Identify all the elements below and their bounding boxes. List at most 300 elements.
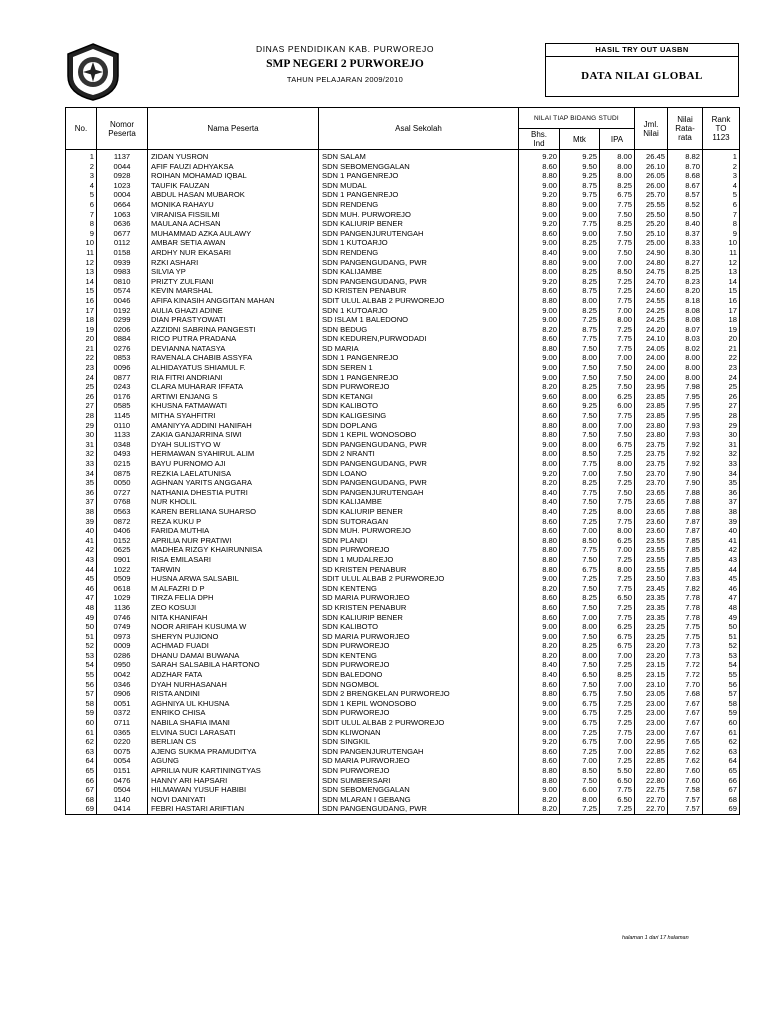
cell-school: SDN 1 KUTOARJO [319, 306, 519, 316]
cell-no: 34 [66, 469, 97, 479]
cell-name: KAREN BERLIANA SUHARSO [148, 507, 319, 517]
cell-school: SDN BALEDONO [319, 670, 519, 680]
cell-name: AFIFA KINASIH ANGGITAN MAHAN [148, 296, 319, 306]
cell-math: 8.00 [560, 353, 600, 363]
cell-name: NITA KHANIFAH [148, 613, 319, 623]
table-row [66, 248, 740, 258]
table-row [66, 219, 740, 229]
cell-average: 8.00 [668, 363, 703, 373]
cell-total: 26.45 [635, 150, 668, 162]
cell-average: 7.87 [668, 526, 703, 536]
table-row [66, 469, 740, 479]
table-row [66, 574, 740, 584]
scores-table [65, 107, 740, 815]
table-row [66, 449, 740, 459]
cell-name: SILVIA YP [148, 267, 319, 277]
cell-no: 53 [66, 651, 97, 661]
cell-school: SDN PANGENGUDANG, PWR [319, 804, 519, 814]
cell-school: SDN 1 PANGENREJO [319, 353, 519, 363]
cell-indonesian: 8.00 [519, 449, 560, 459]
table-row [66, 392, 740, 402]
table-row [66, 613, 740, 623]
cell-school: SDN 1 KEPIL WONOSOBO [319, 430, 519, 440]
cell-average: 8.20 [668, 286, 703, 296]
cell-participant-number: 0151 [97, 766, 148, 776]
cell-total: 23.70 [635, 478, 668, 488]
cell-no: 14 [66, 277, 97, 287]
cell-science: 7.50 [600, 488, 635, 498]
cell-math: 9.25 [560, 401, 600, 411]
cell-science: 7.25 [600, 277, 635, 287]
cell-name: NATHANIA DHESTIA PUTRI [148, 488, 319, 498]
cell-no: 19 [66, 325, 97, 335]
table-row [66, 632, 740, 642]
cell-total: 25.10 [635, 229, 668, 239]
cell-no: 63 [66, 747, 97, 757]
cell-average: 8.33 [668, 238, 703, 248]
cell-total: 23.00 [635, 699, 668, 709]
cell-indonesian: 8.80 [519, 200, 560, 210]
cell-participant-number: 0215 [97, 459, 148, 469]
table-row [66, 258, 740, 268]
cell-name: FARIDA MUTHIA [148, 526, 319, 536]
table-row [66, 181, 740, 191]
cell-rank: 38 [703, 507, 740, 517]
cell-math: 7.25 [560, 804, 600, 814]
cell-average: 8.57 [668, 190, 703, 200]
cell-rank: 49 [703, 613, 740, 623]
cell-indonesian: 9.00 [519, 718, 560, 728]
cell-science: 6.25 [600, 622, 635, 632]
cell-name: BAYU PURNOMO AJI [148, 459, 319, 469]
table-row [66, 545, 740, 555]
cell-math: 8.00 [560, 421, 600, 431]
cell-name: AMANIYYA ADDINI HANIFAH [148, 421, 319, 431]
cell-average: 7.67 [668, 718, 703, 728]
cell-name: DYAH SULISTYO W [148, 440, 319, 450]
cell-science: 5.50 [600, 766, 635, 776]
cell-participant-number: 1136 [97, 603, 148, 613]
cell-rank: 67 [703, 785, 740, 795]
cell-math: 9.25 [560, 171, 600, 181]
table-row [66, 708, 740, 718]
cell-science: 7.00 [600, 737, 635, 747]
cell-total: 24.25 [635, 306, 668, 316]
cell-science: 7.25 [600, 660, 635, 670]
cell-total: 24.75 [635, 267, 668, 277]
cell-participant-number: 0075 [97, 747, 148, 757]
cell-total: 24.00 [635, 353, 668, 363]
cell-participant-number: 0939 [97, 258, 148, 268]
cell-total: 23.20 [635, 641, 668, 651]
cell-science: 7.00 [600, 421, 635, 431]
cell-science: 8.00 [600, 507, 635, 517]
cell-average: 8.18 [668, 296, 703, 306]
table-row [66, 267, 740, 277]
cell-no: 43 [66, 555, 97, 565]
cell-participant-number: 0950 [97, 660, 148, 670]
cell-rank: 31 [703, 440, 740, 450]
cell-participant-number: 0973 [97, 632, 148, 642]
cell-no: 38 [66, 507, 97, 517]
cell-science: 7.50 [600, 229, 635, 239]
cell-total: 24.55 [635, 296, 668, 306]
cell-math: 8.75 [560, 286, 600, 296]
cell-no: 50 [66, 622, 97, 632]
cell-name: ARDHY NUR EKASARI [148, 248, 319, 258]
cell-no: 49 [66, 613, 97, 623]
cell-indonesian: 8.60 [519, 401, 560, 411]
cell-school: SDN 2 NRANTI [319, 449, 519, 459]
cell-no: 7 [66, 210, 97, 220]
cell-indonesian: 8.60 [519, 747, 560, 757]
cell-total: 24.10 [635, 334, 668, 344]
cell-math: 8.00 [560, 296, 600, 306]
cell-participant-number: 0372 [97, 708, 148, 718]
cell-participant-number: 0414 [97, 804, 148, 814]
cell-name: REZKIA LAELATUNISA [148, 469, 319, 479]
cell-name: NUR KHOLIL [148, 497, 319, 507]
cell-math: 6.75 [560, 708, 600, 718]
cell-name: RISTA ANDINI [148, 689, 319, 699]
cell-average: 7.95 [668, 411, 703, 421]
cell-name: AMBAR SETIA AWAN [148, 238, 319, 248]
cell-participant-number: 0192 [97, 306, 148, 316]
cell-average: 8.40 [668, 219, 703, 229]
cell-rank: 41 [703, 536, 740, 546]
cell-name: ZEO KOSUJI [148, 603, 319, 613]
cell-participant-number: 0768 [97, 497, 148, 507]
cell-math: 8.00 [560, 795, 600, 805]
cell-no: 40 [66, 526, 97, 536]
cell-total: 25.70 [635, 190, 668, 200]
cell-no: 33 [66, 459, 97, 469]
cell-name: ALHIDAYATUS SHIAMUL F. [148, 363, 319, 373]
cell-school: SDN PANGENGUDANG, PWR [319, 478, 519, 488]
cell-math: 8.75 [560, 181, 600, 191]
cell-school: SDN MUH. PURWOREJO [319, 210, 519, 220]
cell-school: SDN 2 BRENGKELAN PURWOREJO [319, 689, 519, 699]
cell-no: 59 [66, 708, 97, 718]
cell-rank: 42 [703, 545, 740, 555]
cell-total: 23.25 [635, 632, 668, 642]
cell-indonesian: 8.20 [519, 325, 560, 335]
table-body [66, 150, 740, 815]
cell-average: 7.93 [668, 430, 703, 440]
cell-average: 8.37 [668, 229, 703, 239]
cell-science: 7.25 [600, 555, 635, 565]
cell-school: SDIT ULUL ALBAB 2 PURWOREJO [319, 718, 519, 728]
cell-average: 7.78 [668, 593, 703, 603]
cell-science: 7.00 [600, 306, 635, 316]
cell-math: 7.75 [560, 545, 600, 555]
cell-average: 7.67 [668, 699, 703, 709]
cell-average: 8.68 [668, 171, 703, 181]
cell-name: NABILA SHAFIA IMANI [148, 718, 319, 728]
table-row [66, 200, 740, 210]
cell-science: 7.50 [600, 382, 635, 392]
cell-school: SDN SUTORAGAN [319, 517, 519, 527]
cell-name: RAVENALA CHABIB ASSYFA [148, 353, 319, 363]
cell-math: 7.75 [560, 459, 600, 469]
document-header [200, 44, 490, 84]
cell-name: ARTIWI ENJANG S [148, 392, 319, 402]
cell-science: 7.25 [600, 804, 635, 814]
cell-school: SDN KALIJAMBE [319, 267, 519, 277]
cell-average: 7.88 [668, 497, 703, 507]
cell-science: 7.00 [600, 545, 635, 555]
cell-total: 22.75 [635, 785, 668, 795]
table-header [66, 108, 740, 150]
cell-no: 51 [66, 632, 97, 642]
cell-indonesian: 8.80 [519, 776, 560, 786]
cell-science: 8.50 [600, 267, 635, 277]
cell-no: 2 [66, 162, 97, 172]
cell-name: AULIA GHAZI ADINE [148, 306, 319, 316]
cell-total: 24.80 [635, 258, 668, 268]
cell-name: AGUNG [148, 756, 319, 766]
result-title-box [545, 43, 739, 97]
cell-indonesian: 8.20 [519, 651, 560, 661]
cell-science: 8.25 [600, 181, 635, 191]
cell-math: 7.50 [560, 603, 600, 613]
cell-math: 9.00 [560, 258, 600, 268]
cell-average: 7.57 [668, 804, 703, 814]
cell-school: SDN MUDAL [319, 181, 519, 191]
cell-school: SDN PANGENGUDANG, PWR [319, 440, 519, 450]
cell-rank: 57 [703, 689, 740, 699]
cell-name: M ALFAZRI D P [148, 584, 319, 594]
cell-math: 9.75 [560, 190, 600, 200]
cell-rank: 5 [703, 190, 740, 200]
cell-name: RIA FITRI ANDRIANI [148, 373, 319, 383]
cell-total: 25.50 [635, 210, 668, 220]
table-row [66, 670, 740, 680]
table-row [66, 651, 740, 661]
cell-rank: 35 [703, 478, 740, 488]
cell-rank: 1 [703, 150, 740, 162]
cell-total: 23.35 [635, 593, 668, 603]
cell-science: 7.50 [600, 373, 635, 383]
cell-name: DEVIANNA NATASYA [148, 344, 319, 354]
cell-no: 13 [66, 267, 97, 277]
table-row [66, 555, 740, 565]
cell-average: 8.67 [668, 181, 703, 191]
cell-indonesian: 8.20 [519, 641, 560, 651]
cell-rank: 17 [703, 306, 740, 316]
cell-no: 44 [66, 565, 97, 575]
cell-participant-number: 0877 [97, 373, 148, 383]
cell-participant-number: 0243 [97, 382, 148, 392]
cell-rank: 58 [703, 699, 740, 709]
cell-no: 1 [66, 150, 97, 162]
cell-rank: 68 [703, 795, 740, 805]
cell-rank: 39 [703, 517, 740, 527]
table-row [66, 536, 740, 546]
school-emblem-icon [64, 42, 122, 102]
cell-math: 7.50 [560, 411, 600, 421]
cell-average: 7.92 [668, 440, 703, 450]
cell-science: 7.75 [600, 334, 635, 344]
cell-science: 6.50 [600, 593, 635, 603]
cell-total: 22.70 [635, 804, 668, 814]
cell-participant-number: 0872 [97, 517, 148, 527]
cell-average: 8.50 [668, 210, 703, 220]
cell-rank: 7 [703, 210, 740, 220]
cell-science: 7.00 [600, 258, 635, 268]
cell-science: 8.00 [600, 162, 635, 172]
table-row [66, 699, 740, 709]
cell-school: SDN MUH. PURWOREJO [319, 526, 519, 536]
table-row [66, 507, 740, 517]
cell-name: REZA KUKU P [148, 517, 319, 527]
cell-name: HERMAWAN SYAHIRUL ALIM [148, 449, 319, 459]
table-row [66, 334, 740, 344]
cell-total: 25.55 [635, 200, 668, 210]
cell-school: SDN PANGENJURUTENGAH [319, 747, 519, 757]
cell-science: 7.25 [600, 478, 635, 488]
cell-school: SD MARIA PURWORJEO [319, 756, 519, 766]
cell-name: ACHMAD FUADI [148, 641, 319, 651]
cell-science: 6.75 [600, 190, 635, 200]
cell-participant-number: 0906 [97, 689, 148, 699]
cell-science: 8.00 [600, 565, 635, 575]
cell-indonesian: 9.00 [519, 353, 560, 363]
cell-participant-number: 1140 [97, 795, 148, 805]
cell-participant-number: 0875 [97, 469, 148, 479]
cell-total: 23.15 [635, 670, 668, 680]
cell-average: 7.85 [668, 555, 703, 565]
cell-name: AJENG SUKMA PRAMUDITYA [148, 747, 319, 757]
cell-average: 7.73 [668, 641, 703, 651]
cell-indonesian: 8.60 [519, 613, 560, 623]
cell-school: SDN PANGENJURUTENGAH [319, 229, 519, 239]
cell-indonesian: 8.80 [519, 171, 560, 181]
cell-math: 7.25 [560, 517, 600, 527]
cell-math: 7.75 [560, 488, 600, 498]
cell-rank: 21 [703, 344, 740, 354]
cell-participant-number: 0983 [97, 267, 148, 277]
cell-indonesian: 8.00 [519, 267, 560, 277]
cell-rank: 22 [703, 353, 740, 363]
cell-math: 6.75 [560, 718, 600, 728]
cell-science: 7.25 [600, 286, 635, 296]
cell-science: 7.50 [600, 363, 635, 373]
cell-rank: 29 [703, 421, 740, 431]
cell-total: 23.55 [635, 555, 668, 565]
cell-school: SDN KALIURIP BENER [319, 219, 519, 229]
cell-participant-number: 0152 [97, 536, 148, 546]
cell-average: 7.92 [668, 449, 703, 459]
cell-indonesian: 9.20 [519, 150, 560, 162]
cell-average: 7.90 [668, 478, 703, 488]
cell-no: 27 [66, 401, 97, 411]
cell-total: 26.10 [635, 162, 668, 172]
cell-name: AZZIDNI SABRINA PANGESTI [148, 325, 319, 335]
table-row [66, 150, 740, 162]
cell-school: SDN PANGENGUDANG, PWR [319, 459, 519, 469]
cell-school: SDN BEDUG [319, 325, 519, 335]
cell-math: 7.00 [560, 756, 600, 766]
cell-school: SDN KETANGI [319, 392, 519, 402]
cell-total: 23.85 [635, 411, 668, 421]
cell-average: 8.25 [668, 267, 703, 277]
cell-total: 24.90 [635, 248, 668, 258]
table-row [66, 325, 740, 335]
cell-average: 8.52 [668, 200, 703, 210]
cell-participant-number: 0004 [97, 190, 148, 200]
cell-total: 26.00 [635, 181, 668, 191]
cell-average: 7.90 [668, 469, 703, 479]
cell-science: 7.25 [600, 574, 635, 584]
cell-rank: 50 [703, 622, 740, 632]
cell-science: 6.50 [600, 795, 635, 805]
cell-no: 25 [66, 382, 97, 392]
cell-average: 7.78 [668, 613, 703, 623]
cell-indonesian: 9.20 [519, 190, 560, 200]
cell-indonesian: 8.80 [519, 430, 560, 440]
cell-average: 7.75 [668, 622, 703, 632]
table-row [66, 315, 740, 325]
cell-rank: 46 [703, 584, 740, 594]
cell-average: 7.92 [668, 459, 703, 469]
cell-math: 7.50 [560, 373, 600, 383]
cell-science: 7.50 [600, 430, 635, 440]
cell-school: SDN PURWOREJO [319, 382, 519, 392]
col-header-name: Nama Peserta [148, 108, 319, 150]
cell-total: 23.10 [635, 680, 668, 690]
cell-no: 16 [66, 296, 97, 306]
cell-no: 68 [66, 795, 97, 805]
cell-school: SDN PURWOREJO [319, 641, 519, 651]
cell-rank: 64 [703, 756, 740, 766]
cell-total: 24.00 [635, 373, 668, 383]
cell-science: 7.75 [600, 584, 635, 594]
cell-participant-number: 0810 [97, 277, 148, 287]
cell-participant-number: 0176 [97, 392, 148, 402]
cell-no: 18 [66, 315, 97, 325]
cell-no: 42 [66, 545, 97, 555]
cell-no: 4 [66, 181, 97, 191]
cell-math: 6.75 [560, 565, 600, 575]
cell-no: 21 [66, 344, 97, 354]
cell-school: SDN KALIURIP BENER [319, 507, 519, 517]
cell-no: 46 [66, 584, 97, 594]
result-label: HASIL TRY OUT UASBN [546, 44, 738, 57]
cell-average: 7.68 [668, 689, 703, 699]
cell-rank: 66 [703, 776, 740, 786]
cell-average: 8.00 [668, 353, 703, 363]
cell-total: 23.55 [635, 565, 668, 575]
cell-name: ROIHAN MOHAMAD IQBAL [148, 171, 319, 181]
cell-total: 24.05 [635, 344, 668, 354]
cell-total: 23.00 [635, 718, 668, 728]
cell-no: 57 [66, 689, 97, 699]
cell-name: MONIKA RAHAYU [148, 200, 319, 210]
cell-math: 7.50 [560, 776, 600, 786]
table-row [66, 517, 740, 527]
cell-rank: 62 [703, 737, 740, 747]
cell-rank: 27 [703, 401, 740, 411]
cell-rank: 36 [703, 488, 740, 498]
cell-science: 6.75 [600, 440, 635, 450]
cell-school: SDN SEREN 1 [319, 363, 519, 373]
cell-name: NOVI DANIYATI [148, 795, 319, 805]
table-row [66, 421, 740, 431]
cell-name: ENRIKO CHISA [148, 708, 319, 718]
cell-no: 9 [66, 229, 97, 239]
col-header-science: IPA [600, 129, 635, 150]
